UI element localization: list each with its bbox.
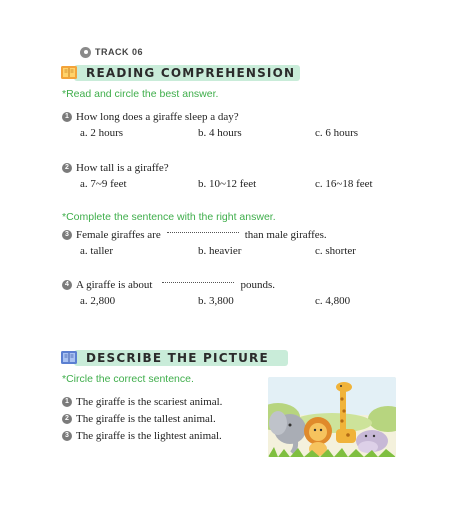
- number-badge: 1: [62, 112, 72, 122]
- describe-banner: [60, 349, 290, 367]
- answer-blank[interactable]: [167, 232, 239, 233]
- sentence-end: pounds.: [240, 279, 276, 291]
- sentence-text: The giraffe is the scariest animal.: [76, 396, 223, 408]
- number-badge: 2: [62, 163, 72, 173]
- question-2: [62, 162, 169, 174]
- question-1: [62, 111, 239, 123]
- animals-illustration: [268, 377, 396, 457]
- sentence-end: than male giraffes.: [244, 229, 327, 241]
- sentence-1[interactable]: [62, 396, 222, 408]
- option-c[interactable]: c. 16~18 feet: [315, 178, 373, 190]
- question-text: How long does a giraffe sleep a day?: [76, 111, 239, 123]
- reading-title: READING COMPREHENSION: [86, 66, 296, 80]
- describe-title: DESCRIBE THE PICTURE: [86, 351, 269, 365]
- option-a[interactable]: a. 2,800: [80, 295, 116, 307]
- option-b[interactable]: b. 3,800: [198, 295, 234, 307]
- sentence-start: Female giraffes are: [76, 229, 161, 241]
- number-badge: 2: [62, 414, 72, 424]
- number-badge: 1: [62, 397, 72, 407]
- sentence-3[interactable]: [62, 430, 222, 442]
- book-icon: [60, 348, 78, 366]
- complete-instruction: *Complete the sentence with the right answer.: [62, 211, 276, 223]
- track-text: TRACK 06: [95, 47, 144, 57]
- sentence-text: The giraffe is the lightest animal.: [76, 430, 222, 442]
- option-b[interactable]: b. 10~12 feet: [198, 178, 257, 190]
- book-icon: [60, 63, 78, 81]
- option-a[interactable]: a. 7~9 feet: [80, 178, 127, 190]
- option-a[interactable]: a. 2 hours: [80, 127, 124, 139]
- cd-disc-icon: [80, 47, 91, 58]
- sentence-start: A giraffe is about: [76, 279, 153, 291]
- describe-instruction: *Circle the correct sentence.: [62, 373, 194, 385]
- track-label: [80, 45, 143, 59]
- reading-banner: [60, 64, 300, 82]
- number-badge: 4: [62, 280, 72, 290]
- option-c[interactable]: c. 6 hours: [315, 127, 359, 139]
- option-b[interactable]: b. heavier: [198, 245, 242, 257]
- option-a[interactable]: a. taller: [80, 245, 113, 257]
- option-c[interactable]: c. shorter: [315, 245, 356, 257]
- reading-instruction: *Read and circle the best answer.: [62, 88, 219, 100]
- sentence-2[interactable]: [62, 413, 216, 425]
- number-badge: 3: [62, 431, 72, 441]
- question-text: How tall is a giraffe?: [76, 162, 169, 174]
- option-c[interactable]: c. 4,800: [315, 295, 351, 307]
- question-4: [62, 279, 275, 291]
- sentence-text: The giraffe is the tallest animal.: [76, 413, 216, 425]
- number-badge: 3: [62, 230, 72, 240]
- answer-blank[interactable]: [162, 282, 234, 283]
- question-3: [62, 229, 327, 241]
- option-b[interactable]: b. 4 hours: [198, 127, 242, 139]
